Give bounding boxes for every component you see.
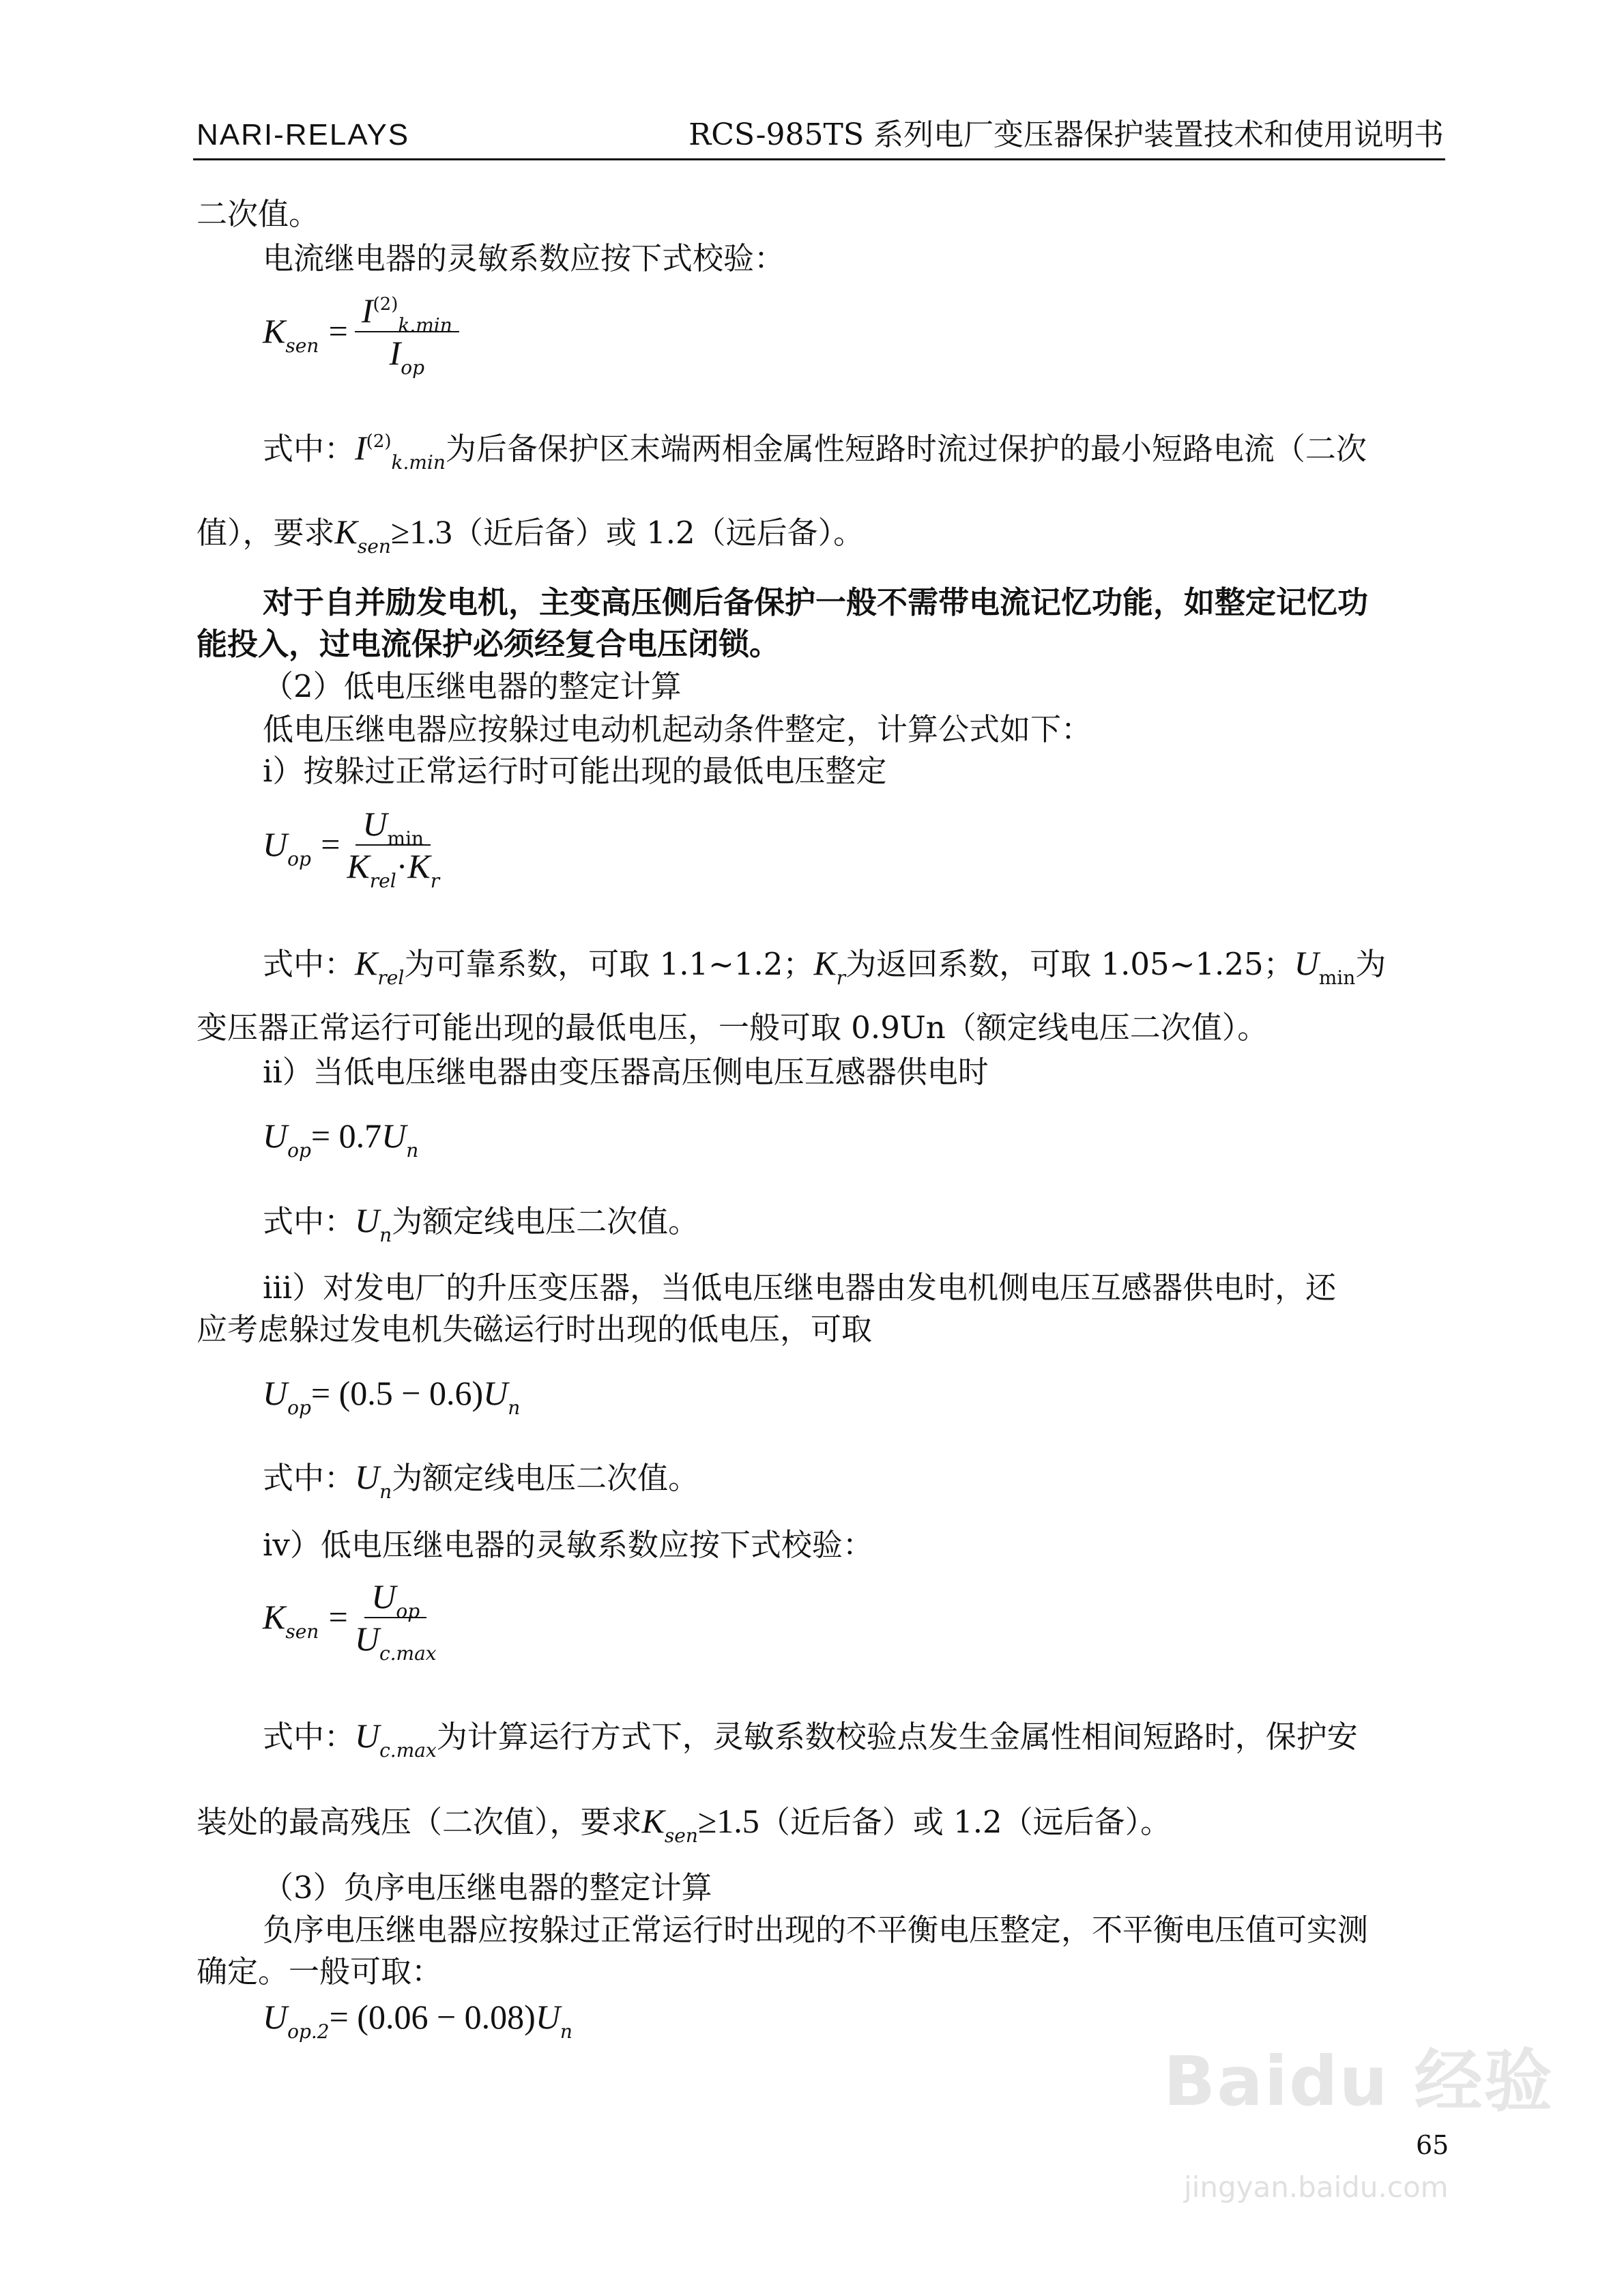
text-line: 式中：$U_{c.max}$为计算运行方式下，灵敏系数校验点发生金属性相间短路时，保护安 <box>263 1717 1358 1762</box>
text-line: 低电压继电器应按躲过电动机起动条件整定，计算公式如下： <box>263 711 1092 747</box>
baidu-watermark-url: jingyan.baidu.com <box>1184 2170 1449 2204</box>
text-line: 二次值。 <box>197 196 320 232</box>
text-line: 式中：$U_n$为额定线电压二次值。 <box>263 1458 699 1503</box>
text-line: ii）当低电压继电器由变压器高压侧电压互感器供电时 <box>263 1054 989 1090</box>
bold-note: 对于自并励发电机，主变高压侧后备保护一般不需带电流记忆功能，如整定记忆功 <box>263 584 1369 620</box>
section-heading: （2）低电压继电器的整定计算 <box>263 668 682 704</box>
text-line: 装处的最高残压（二次值），要求$K_{sen}\ge 1.5$（近后备）或 1.2（远后备）。 <box>197 1802 1172 1847</box>
text-line: 式中：$I^{(2)}_{k.min}$为后备保护区末端两相金属性短路时流过保护的最小短路电流（二次 <box>263 429 1367 474</box>
text-line: 电流继电器的灵敏系数应按下式校验： <box>263 240 785 276</box>
text-line: i）按躲过正常运行时可能出现的最低电压整定 <box>263 753 887 789</box>
text-line: 确定。一般可取： <box>197 1953 443 1990</box>
section-heading: （3）负序电压继电器的整定计算 <box>263 1869 712 1906</box>
header-rule <box>193 158 1445 160</box>
formula-uop2: $U_{op.2}= (0.06 - 0.08)U_n$ <box>263 1998 572 2043</box>
text-line: 负序电压继电器应按躲过正常运行时出现的不平衡电压整定，不平衡电压值可实测 <box>263 1912 1369 1948</box>
formula-ksen-current: $K_{sen}$ = $\frac{I^{(2)}_{k.min}}{I_{op}}$ <box>263 292 459 371</box>
baidu-watermark-logo: Baidu 经验 <box>1163 2041 1554 2121</box>
header-right: RCS-985TS 系列电厂变压器保护装置技术和使用说明书 <box>688 117 1444 152</box>
text-line: 式中：$U_n$为额定线电压二次值。 <box>263 1201 699 1246</box>
page-number: 65 <box>1416 2130 1449 2160</box>
text-line: 式中：$K_{rel}$为可靠系数，可取 1.1~1.2；$K_r$为返回系数，可取 1.05~1.25；$U_{min}$为 <box>263 944 1387 989</box>
header-left: NARI-RELAYS <box>197 118 410 152</box>
text-line: iv）低电压继电器的灵敏系数应按下式校验： <box>263 1527 873 1563</box>
text-line: 变压器正常运行可能出现的最低电压，一般可取 0.9Un（额定线电压二次值）。 <box>197 1009 1268 1046</box>
text-line: 应考虑躲过发电机失磁运行时出现的低电压，可取 <box>197 1311 873 1347</box>
text-line: 值），要求$K_{sen}\ge 1.3$（近后备）或 1.2（远后备）。 <box>197 513 865 558</box>
bold-note: 能投入，过电流保护必须经复合电压闭锁。 <box>197 626 781 662</box>
formula-uop-07: $U_{op}= 0.7U_n$ <box>263 1117 419 1162</box>
text-line: iii）对发电厂的升压变压器，当低电压继电器由发电机侧电压互感器供电时，还 <box>263 1269 1337 1306</box>
formula-uop: $U_{op}$ = $\frac{U_{min}}{K_{rel}\cdot K_r}$ <box>263 805 440 892</box>
formula-uop-range: $U_{op}= (0.5 - 0.6)U_n$ <box>263 1374 521 1419</box>
formula-ksen-voltage: $K_{sen}$ = $\frac{U_{op}}{U_{c.max}}$ <box>263 1577 437 1665</box>
